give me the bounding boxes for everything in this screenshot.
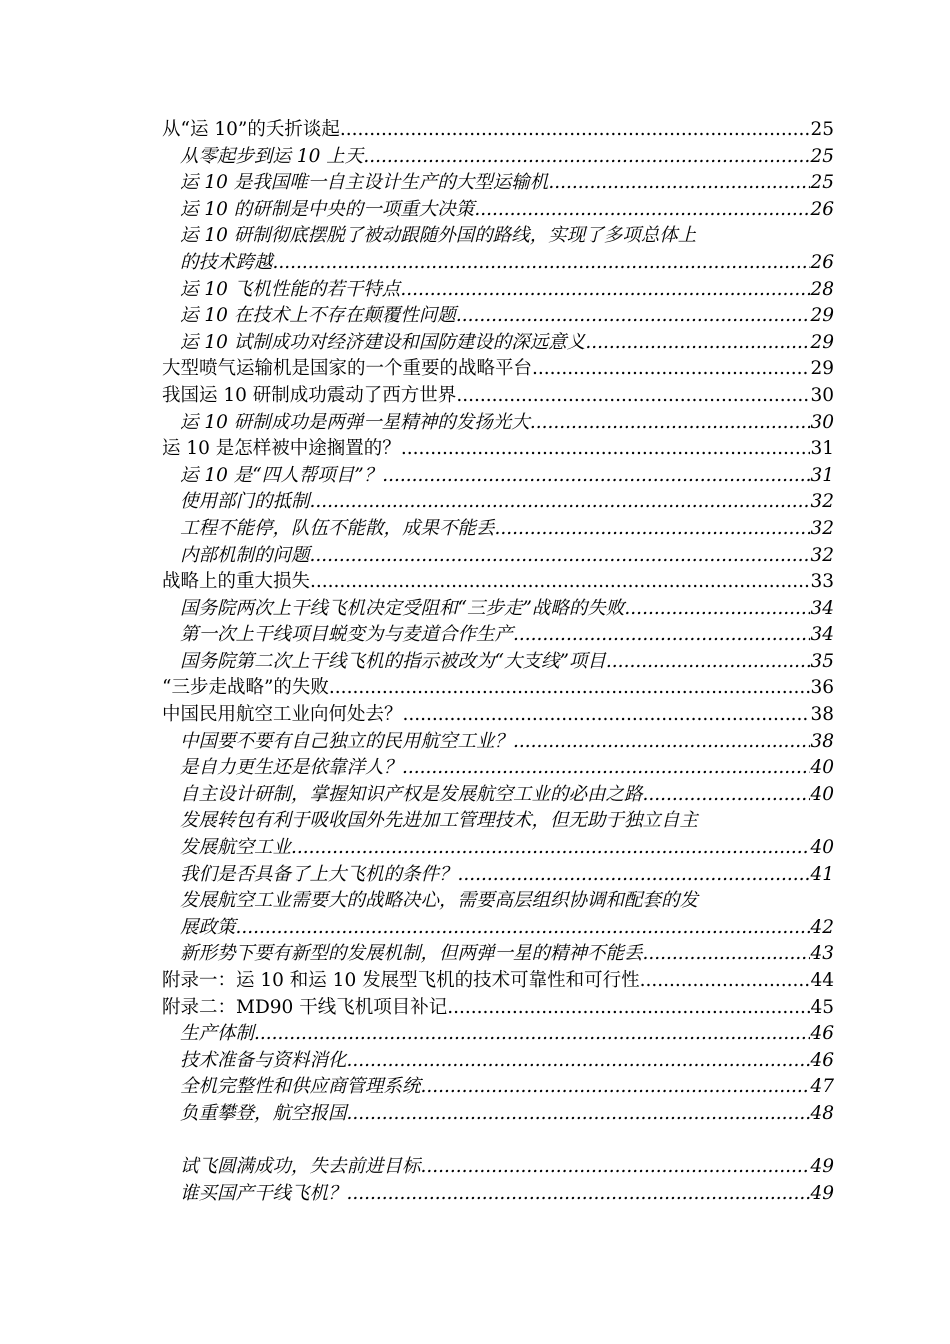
toc-page-number: 34 (810, 597, 834, 619)
toc-page-number: 49 (810, 1156, 834, 1178)
toc-entry-title: “三步走战略”的失败 (162, 677, 329, 699)
toc-entry[interactable] (162, 808, 834, 861)
toc-entry-title: 运 10 是我国唯一自主设计生产的大型运输机 (180, 172, 549, 194)
toc-page-number: 34 (810, 624, 834, 646)
toc-entry-title: 运 10 在技术上不存在颠覆性问题 (180, 305, 456, 327)
toc-entry-title: 中国民用航空工业向何处去？ (162, 704, 403, 726)
toc-leader-dots (643, 941, 811, 968)
toc-entry[interactable] (162, 569, 834, 596)
toc-page-number: 42 (810, 916, 834, 938)
toc-leader-dots (421, 1154, 811, 1181)
toc-leader-dots (402, 755, 810, 782)
toc-page-number: 40 (810, 757, 834, 779)
toc-entry[interactable] (162, 117, 834, 144)
toc-entry[interactable] (162, 968, 834, 995)
toc-page-number: 32 (810, 517, 834, 539)
toc-entry[interactable] (162, 729, 834, 756)
toc-page-number: 25 (810, 119, 834, 140)
toc-leader-dots (456, 383, 810, 410)
toc-leader-dots (347, 1101, 811, 1128)
toc-entry[interactable] (162, 995, 834, 1022)
toc-leader-dots (495, 516, 811, 543)
toc-entry[interactable] (162, 622, 834, 649)
toc-entry[interactable] (162, 782, 834, 809)
toc-page-number: 30 (810, 384, 834, 406)
toc-page-number: 46 (810, 1023, 834, 1045)
toc-leader-dots (447, 995, 810, 1022)
toc-page-number: 48 (810, 1102, 834, 1124)
toc-entry-title: 运 10 是怎样被中途搁置的？ (162, 438, 401, 460)
toc-entry-title: 技术准备与资料消化 (180, 1049, 347, 1071)
toc-entry-title: 是自力更生还是依靠洋人？ (180, 757, 403, 779)
table-of-contents (162, 117, 834, 1207)
toc-entry[interactable] (162, 516, 834, 543)
toc-entry-title: 生产体制 (180, 1023, 255, 1045)
toc-leader-dots (456, 303, 811, 330)
blank-line (162, 1128, 834, 1155)
toc-entry[interactable] (162, 1154, 834, 1181)
toc-entry[interactable] (162, 702, 834, 729)
toc-entry[interactable] (162, 383, 834, 410)
toc-entry-title-line2: 的技术跨越 (180, 251, 273, 273)
toc-leader-dots (310, 543, 811, 570)
toc-entry[interactable] (162, 1021, 834, 1048)
toc-entry[interactable] (162, 755, 834, 782)
toc-page-number: 33 (810, 571, 834, 593)
toc-entry-title: 新形势下要有新型的发展机制，但两弹一星的精神不能丢 (180, 943, 643, 965)
toc-entry[interactable] (162, 888, 834, 941)
toc-leader-dots (291, 835, 810, 862)
toc-entry-title: 运 10 研制成功是两弹一星精神的发扬光大 (180, 411, 530, 433)
toc-entry[interactable] (162, 1101, 834, 1128)
toc-entry[interactable] (162, 144, 834, 171)
toc-leader-dots (606, 649, 811, 676)
toc-entry-title: 附录一：运 10 和运 10 发展型飞机的技术可靠性和可行性 (162, 970, 640, 991)
toc-entry-title: 谁买国产干线飞机？ (180, 1182, 347, 1204)
toc-entry-title: 自主设计研制，掌握知识产权是发展航空工业的必由之路 (180, 783, 643, 805)
toc-entry-title: 运 10 飞机性能的若干特点 (180, 278, 401, 300)
toc-entry[interactable] (162, 330, 834, 357)
toc-page-number: 28 (810, 278, 834, 300)
toc-entry[interactable] (162, 862, 834, 889)
toc-leader-dots (363, 144, 810, 171)
toc-leader-dots (643, 782, 811, 809)
toc-entry[interactable] (162, 489, 834, 516)
toc-page-number: 26 (810, 251, 834, 273)
toc-entry[interactable] (162, 277, 834, 304)
toc-entry[interactable] (162, 941, 834, 968)
toc-entry[interactable] (162, 303, 834, 330)
toc-entry-title-line1: 运 10 研制彻底摆脱了被动跟随外国的路线，实现了多项总体上 (180, 225, 697, 247)
toc-leader-dots (329, 675, 811, 702)
toc-entry[interactable] (162, 410, 834, 437)
toc-entry-title: 工程不能停，队伍不能散，成果不能丢 (180, 517, 495, 539)
toc-entry-title: 国务院第二次上干线飞机的指示被改为“大支线”项目 (180, 650, 606, 672)
toc-page-number: 35 (810, 650, 834, 672)
toc-page-number: 49 (810, 1182, 834, 1204)
toc-entry-title: 运 10 的研制是中央的一项重大决策 (180, 198, 475, 220)
toc-entry-title: 中国要不要有自己独立的民用航空工业？ (180, 730, 514, 752)
toc-entry-title: 从“运 10”的夭折谈起 (162, 119, 340, 140)
toc-leader-dots (347, 1048, 811, 1075)
toc-entry-title: 使用部门的抵制 (180, 491, 310, 513)
toc-entry-title: 我国运 10 研制成功震动了西方世界 (162, 384, 457, 406)
toc-entry[interactable] (162, 675, 834, 702)
toc-entry[interactable] (162, 543, 834, 570)
toc-leader-dots (421, 1074, 811, 1101)
toc-page-number: 30 (810, 411, 834, 433)
toc-page-number: 31 (810, 464, 834, 486)
toc-entry-title: 负重攀登，航空报国 (180, 1102, 347, 1124)
toc-page-number: 29 (810, 331, 834, 353)
toc-leader-dots (458, 862, 811, 889)
toc-entry-title: 第一次上干线项目蜕变为与麦道合作生产 (180, 624, 514, 646)
toc-entry[interactable] (162, 1048, 834, 1075)
toc-entry-title: 全机完整性和供应商管理系统 (180, 1076, 421, 1098)
toc-page-number: 25 (810, 172, 834, 194)
toc-entry[interactable] (162, 356, 834, 383)
toc-page-number: 29 (810, 305, 834, 327)
toc-leader-dots (474, 197, 810, 224)
toc-leader-dots (236, 915, 811, 942)
toc-leader-dots (530, 410, 811, 437)
toc-page-number: 40 (810, 837, 834, 859)
toc-leader-dots (273, 250, 811, 277)
toc-page-number: 47 (810, 1076, 834, 1098)
toc-page-number: 44 (810, 970, 834, 991)
toc-leader-dots (624, 596, 810, 623)
toc-entry-title: 内部机制的问题 (180, 544, 310, 566)
toc-leader-dots (310, 489, 811, 516)
toc-entry[interactable] (162, 1074, 834, 1101)
toc-entry[interactable] (162, 1181, 834, 1208)
toc-page-number: 40 (810, 783, 834, 805)
toc-page-number: 32 (810, 544, 834, 566)
toc-entry[interactable] (162, 170, 834, 197)
toc-page-number: 29 (810, 358, 834, 380)
toc-leader-dots (403, 702, 811, 729)
toc-entry-title-line2: 展政策 (180, 916, 236, 938)
toc-leader-dots (401, 436, 811, 463)
toc-leader-dots (532, 356, 810, 383)
toc-page-number: 43 (810, 943, 834, 965)
toc-entry-title: 国务院两次上干线飞机决定受阻和“三步走”战略的失败 (180, 597, 625, 619)
toc-entry-title: 运 10 试制成功对经济建设和国防建设的深远意义 (180, 331, 586, 353)
toc-leader-dots (310, 569, 810, 596)
toc-entry-title: 从零起步到运 10 上天 (180, 145, 364, 167)
toc-entry[interactable] (162, 596, 834, 623)
toc-page-number: 38 (810, 704, 834, 726)
toc-entry-title: 大型喷气运输机是国家的一个重要的战略平台 (162, 358, 533, 380)
toc-leader-dots (340, 117, 811, 144)
toc-entry-title: 战略上的重大损失 (162, 571, 311, 593)
toc-entry-title: 运 10 是“四人帮项目”？ (180, 464, 383, 486)
toc-leader-dots (513, 622, 810, 649)
toc-leader-dots (400, 277, 810, 304)
toc-leader-dots (640, 968, 811, 995)
toc-leader-dots (513, 729, 810, 756)
toc-entry[interactable] (162, 463, 834, 490)
toc-page-number: 32 (810, 491, 834, 513)
toc-leader-dots (382, 463, 810, 490)
toc-page-number: 36 (810, 677, 834, 699)
toc-page-number: 41 (810, 863, 834, 885)
toc-leader-dots (254, 1021, 810, 1048)
toc-entry[interactable] (162, 436, 834, 463)
toc-entry[interactable] (162, 197, 834, 224)
toc-entry-title: 试飞圆满成功，失去前进目标 (180, 1156, 421, 1178)
toc-page-number: 26 (810, 198, 834, 220)
toc-page-number: 25 (810, 145, 834, 167)
toc-entry-title: 我们是否具备了上大飞机的条件？ (180, 863, 458, 885)
toc-entry[interactable] (162, 223, 834, 276)
toc-page-number: 46 (810, 1049, 834, 1071)
toc-entry-title: 附录二：MD90 干线飞机项目补记 (162, 996, 448, 1018)
toc-page-number: 45 (810, 996, 834, 1018)
toc-entry-title-line1: 发展转包有利于吸收国外先进加工管理技术，但无助于独立自主 (180, 810, 699, 832)
toc-leader-dots (585, 330, 810, 357)
toc-page-number: 31 (810, 438, 834, 460)
toc-leader-dots (548, 170, 810, 197)
toc-leader-dots (347, 1181, 811, 1208)
toc-entry-title-line2: 发展航空工业 (180, 837, 292, 859)
toc-entry[interactable] (162, 649, 834, 676)
toc-page-number: 38 (810, 730, 834, 752)
toc-entry-title-line1: 发展航空工业需要大的战略决心，需要高层组织协调和配套的发 (180, 890, 699, 912)
